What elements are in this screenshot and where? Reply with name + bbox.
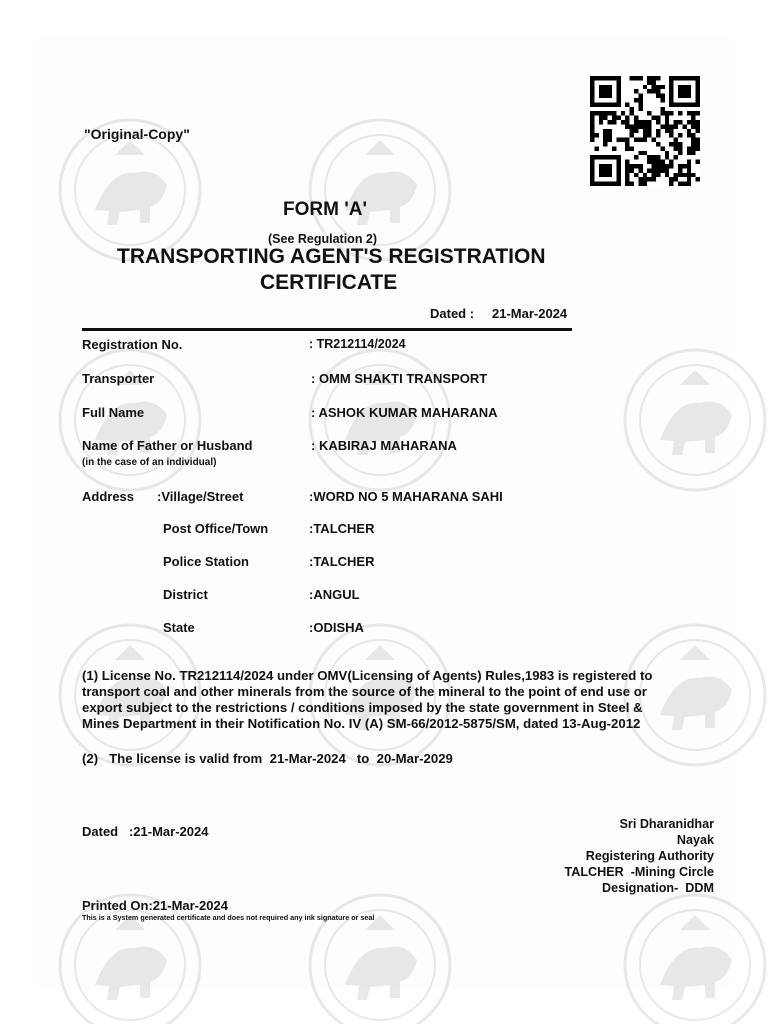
regulation-note: (See Regulation 2) [268,232,378,246]
fullname-label: Full Name [82,405,145,420]
registration-label: Registration No. [82,337,183,352]
police-label: Police Station [163,554,249,569]
qr-code [590,76,700,186]
system-generated-note: This is a System generated certificate and does not required any ink signature or seal [82,913,375,922]
state-label: State [163,620,195,635]
village-value: :WORD NO 5 MAHARANA SAHI [309,489,503,504]
signatory-line4: TALCHER -Mining Circle [564,865,714,879]
postoffice-label: Post Office/Town [163,521,269,536]
emblem-watermark-icon [305,890,455,1024]
father-sublabel: (in the case of an individual) [82,457,217,468]
printed-on: Printed On:21-Mar-2024 [82,898,228,913]
original-copy-label: "Original-Copy" [84,126,190,142]
state-value: :ODISHA [309,620,364,635]
clause1-line1: (1) License No. TR212114/2024 under OMV(Licensing of Agents) Rules,1983 is registered to [82,668,653,683]
postoffice-value: :TALCHER [309,521,375,536]
dated-label: Dated : [430,306,475,321]
certificate-heading-line2: CERTIFICATE [260,271,398,294]
license-clause-1 [82,668,722,732]
clause1-line2: transport coal and other minerals from the source of the mineral to the point of end use or [82,684,647,699]
bottom-dated: Dated :21-Mar-2024 [82,824,209,839]
emblem-watermark-icon [620,890,768,1024]
transporter-label: Transporter [82,371,155,386]
registration-value: : TR212114/2024 [309,337,406,351]
village-label: :Village/Street [157,489,244,504]
dated-value: 21-Mar-2024 [492,306,568,321]
emblem-watermark-icon [305,345,455,495]
father-value: : KABIRAJ MAHARANA [311,438,457,453]
signatory-line2: Nayak [676,833,714,847]
header-divider [82,328,572,331]
transporter-value: : OMM SHAKTI TRANSPORT [311,371,488,386]
signatory-line3: Registering Authority [585,849,714,863]
clause1-line3: export subject to the restrictions / conditions imposed by the state government in Steel & [82,700,643,715]
district-value: :ANGUL [309,587,360,602]
signatory-line5: Designation- DDM [602,881,714,895]
certificate-heading-line1: TRANSPORTING AGENT'S REGISTRATION [117,245,546,268]
license-clause-2: (2) The license is valid from 21-Mar-2024 to 20-Mar-2029 [82,751,453,766]
clause1-line4: Mines Department in their Notification No. IV (A) SM-66/2012-5875/SM, dated 13-Aug-2012 [82,716,641,731]
district-label: District [163,587,208,602]
police-value: :TALCHER [309,554,375,569]
father-label: Name of Father or Husband [82,438,253,453]
form-title: FORM 'A' [283,199,367,220]
signatory-line1: Sri Dharanidhar [619,817,714,831]
signatory-block [565,816,715,896]
emblem-watermark-icon [55,345,205,495]
fullname-value: : ASHOK KUMAR MAHARANA [311,405,498,420]
address-label: Address [82,489,135,504]
emblem-watermark-icon [620,345,768,495]
